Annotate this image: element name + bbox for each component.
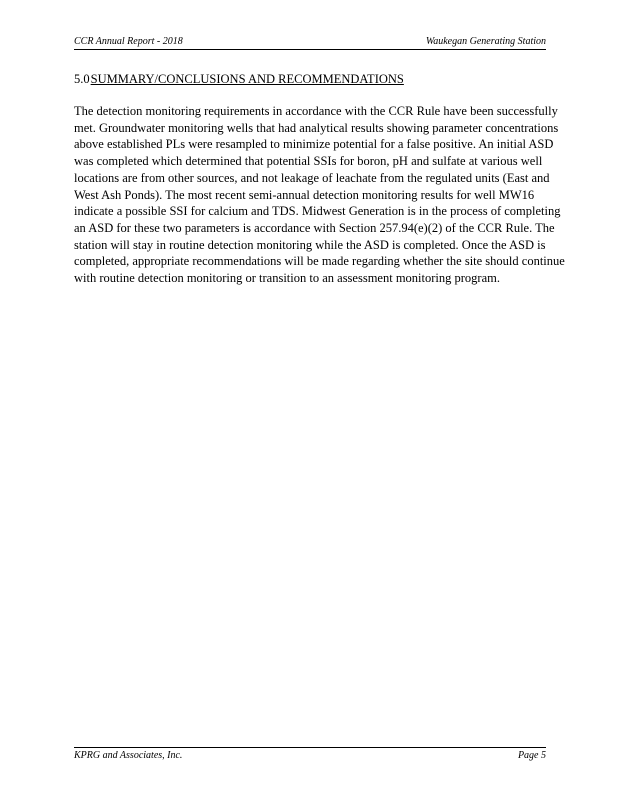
footer-divider	[74, 747, 546, 748]
header-report-title: CCR Annual Report - 2018	[74, 36, 183, 47]
paragraph-line: The detection monitoring requirements in accordance with the CCR Rule have been successfully	[74, 104, 558, 118]
page-header	[74, 36, 546, 48]
paragraph-line: above established PLs were resampled to minimize potential for a false positive. An initial ASD	[74, 137, 554, 152]
paragraph-line: West Ash Ponds). The most recent semi-annual detection monitoring results for well MW16	[74, 187, 535, 202]
paragraph-line: an ASD for these two parameters is accordance with Section 257.94(e)(2) of the CCR Rule. The	[74, 220, 555, 235]
section-title: SUMMARY/CONCLUSIONS AND RECOMMENDATIONS	[90, 72, 404, 86]
header-station-name: Waukegan Generating Station	[425, 36, 546, 47]
paragraph-line: station will stay in routine detection monitoring while the ASD is completed. Once the ASD is	[74, 237, 546, 252]
summary-paragraph	[74, 103, 584, 287]
footer-company-name: KPRG and Associates, Inc.	[74, 750, 183, 761]
page-footer	[74, 750, 546, 762]
header-divider	[74, 49, 546, 50]
paragraph-line: completed, appropriate recommendations will be made regarding whether the site should continue	[74, 254, 565, 269]
paragraph-line: locations are from other sources, and not leakage of leachate from the regulated units (East and	[74, 170, 550, 185]
paragraph-line: indicate a possible SSI for calcium and TDS. Midwest Generation is in the process of completing	[74, 204, 561, 219]
section-number: 5.0	[74, 72, 90, 86]
section-heading	[74, 71, 554, 87]
footer-page-number: Page 5	[517, 750, 546, 761]
paragraph-line: was completed which determined that potential SSIs for boron, pH and sulfate at various well	[74, 154, 543, 169]
paragraph-line: met. Groundwater monitoring wells that had analytical results showing parameter concentrations	[74, 120, 559, 135]
paragraph-line: with routine detection monitoring or transition to an assessment monitoring program.	[74, 271, 500, 286]
